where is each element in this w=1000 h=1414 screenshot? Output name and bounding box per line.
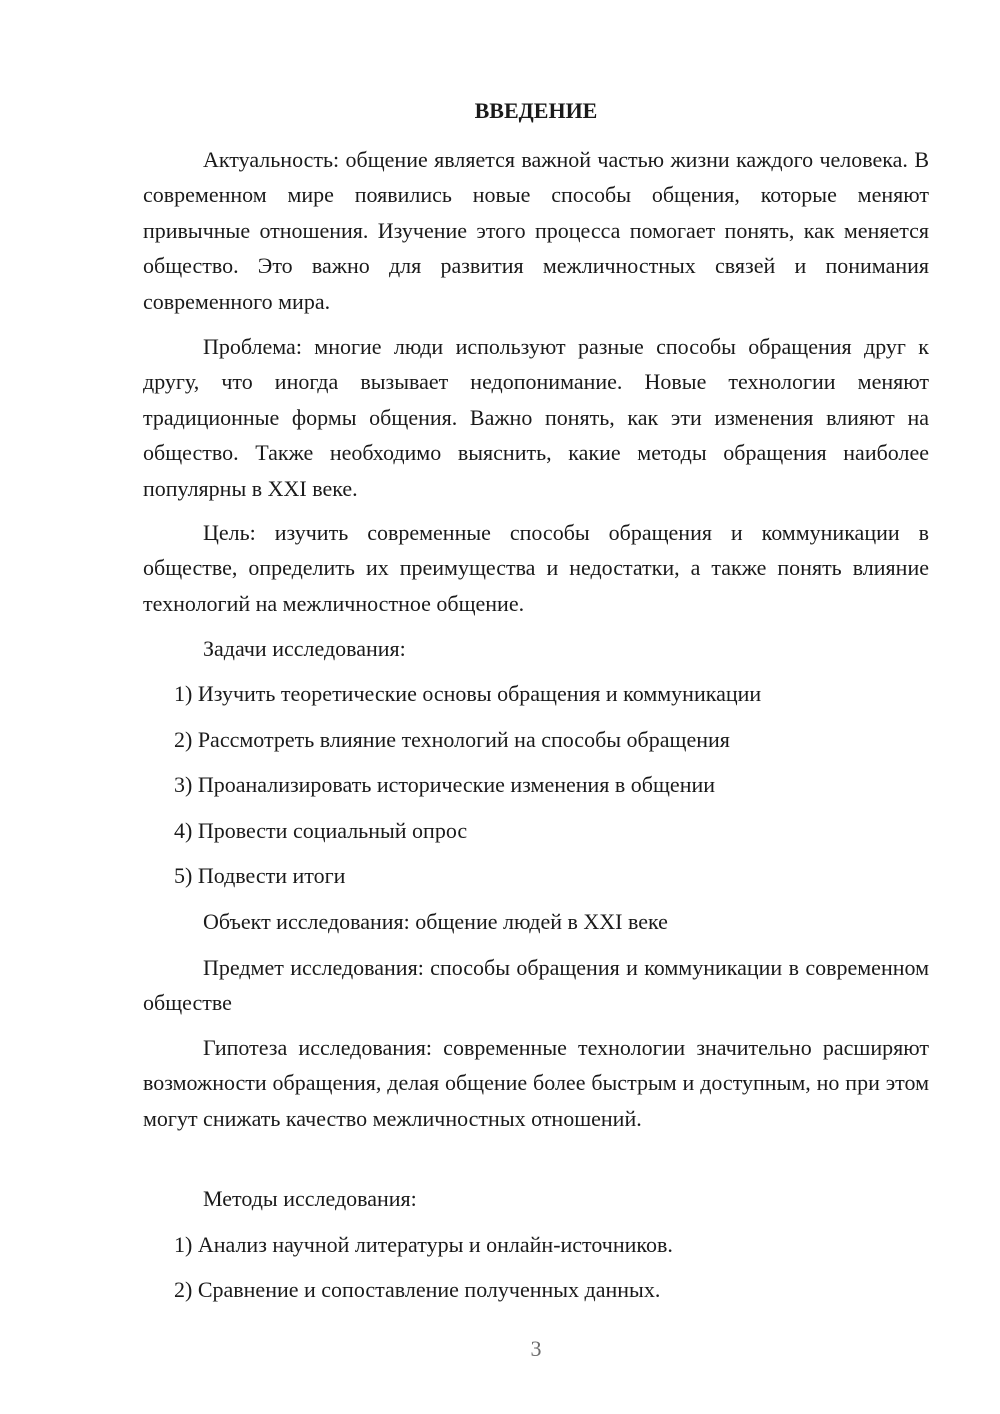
goal-paragraph: Цель: изучить современные способы обращения и коммуникации в обществе, определить их преимущества и недостатки, а также понять влияние технологий на межличностное общение. — [143, 520, 929, 616]
methods-title: Методы исследования: — [203, 1186, 417, 1211]
relevance-paragraph: Актуальность: общение является важной частью жизни каждого человека. В современном мире появились новые способы общения, которые меняют привычные отношения. Изучение этого процесса помогает понять, как меняется общество. Это важно для развития межличностных связей и понимания современного мира. — [143, 147, 929, 314]
method-item: 1) Анализ научной литературы и онлайн-источников. — [174, 1232, 673, 1257]
hypothesis-paragraph: Гипотеза исследования: современные технологии значительно расширяют возможности обращения, делая общение более быстрым и доступным, но при этом могут снижать качество межличностных отношений. — [143, 1035, 929, 1131]
task-item: 2) Рассмотреть влияние технологий на способы обращения — [174, 727, 730, 752]
task-item: 1) Изучить теоретические основы обращения и коммуникации — [174, 681, 762, 706]
task-item: 4) Провести социальный опрос — [174, 818, 468, 843]
section-heading: ВВЕДЕНИЕ — [474, 98, 598, 123]
method-item: 2) Сравнение и сопоставление полученных данных. — [174, 1277, 661, 1302]
task-item: 3) Проанализировать исторические изменения в общении — [174, 772, 716, 797]
problem-paragraph: Проблема: многие люди используют разные способы обращения друг к другу, что иногда вызывает недопонимание. Новые технологии меняют традиционные формы общения. Важно понять, как эти изменения влияют на общество. Также необходимо выяснить, какие методы обращения наиболее популярны в XXI веке. — [143, 334, 929, 501]
object-paragraph: Объект исследования: общение людей в XXI веке — [203, 909, 668, 934]
tasks-title: Задачи исследования: — [203, 636, 406, 661]
page-number: 3 — [530, 1336, 542, 1361]
subject-paragraph: Предмет исследования: способы обращения и коммуникации в современном обществе — [143, 955, 929, 1016]
task-item: 5) Подвести итоги — [174, 863, 346, 888]
